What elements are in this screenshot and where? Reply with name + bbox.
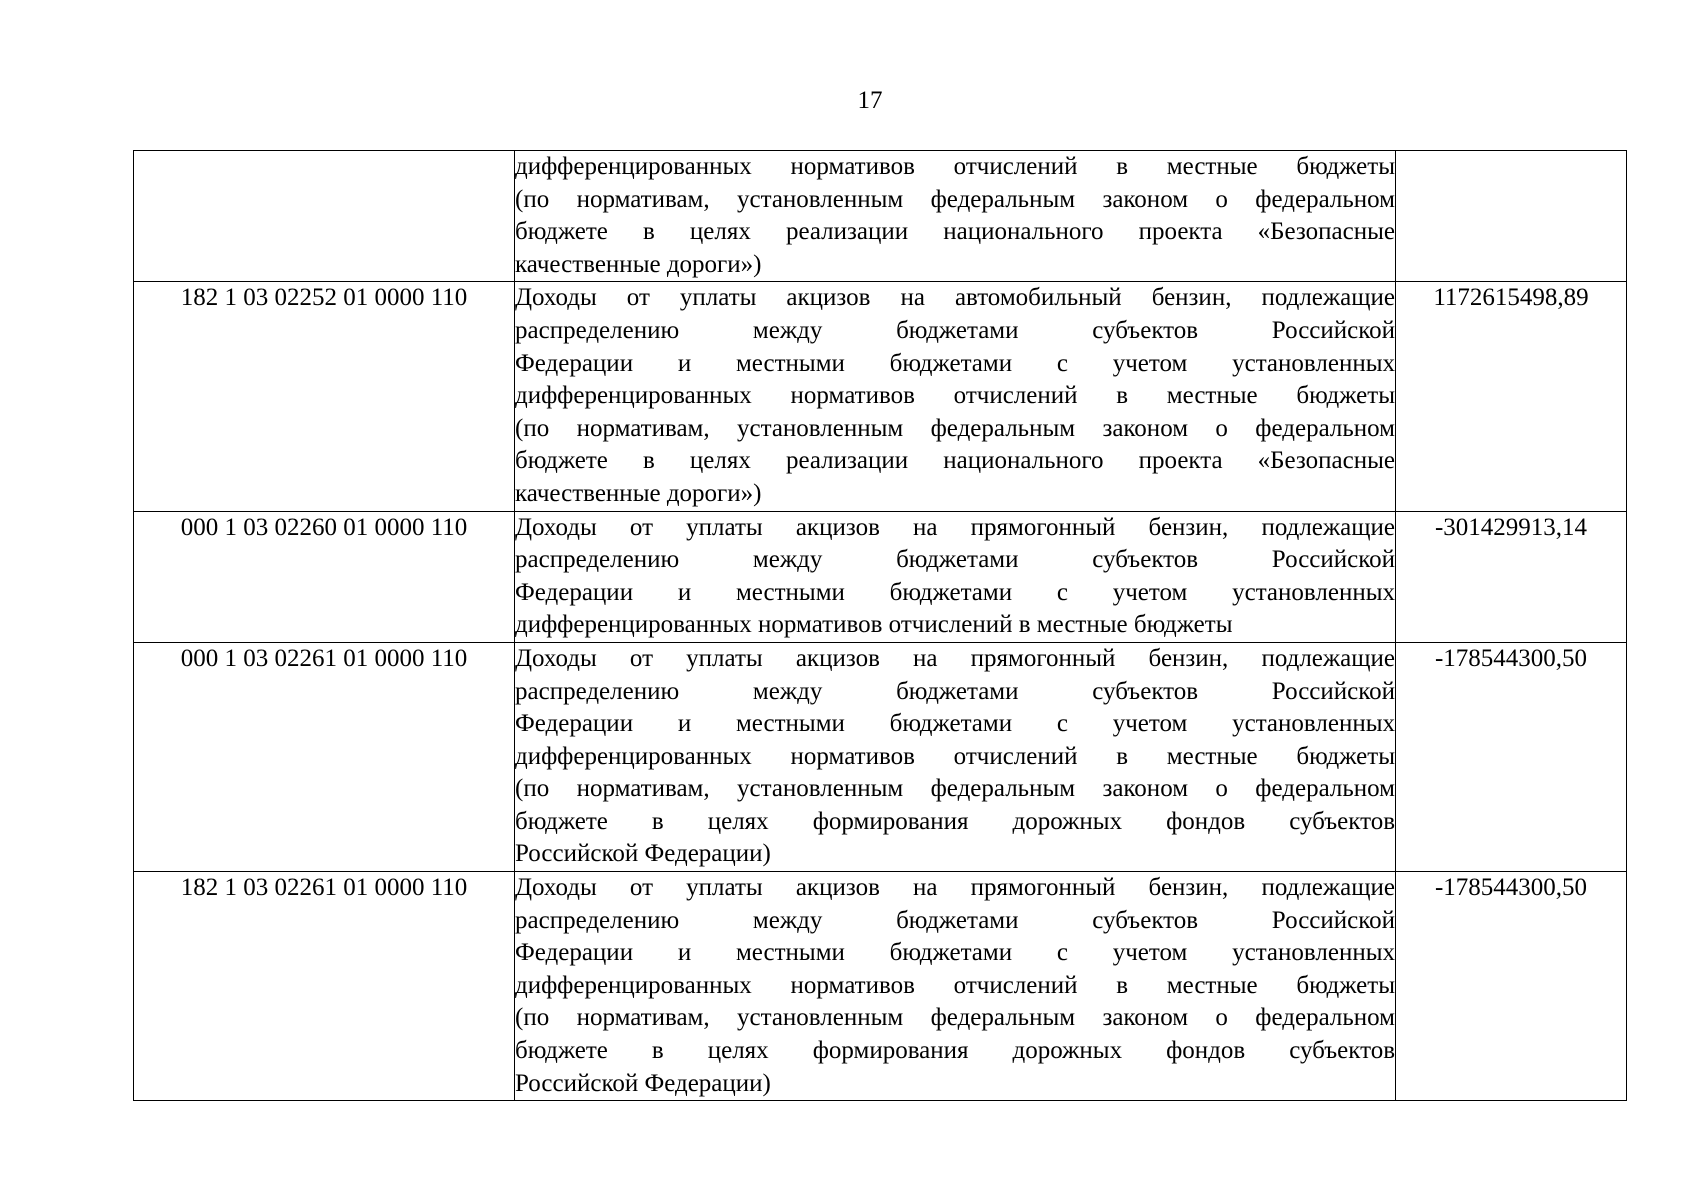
description-line: качественные дороги») bbox=[515, 250, 762, 278]
budget-code-cell: 000 1 03 02260 01 0000 110 bbox=[134, 511, 515, 642]
table-row bbox=[134, 872, 1627, 1101]
description-line: распределению между бюджетами субъектов Российской bbox=[515, 906, 1395, 934]
page-number: 17 bbox=[857, 87, 883, 114]
description-line: Доходы от уплаты акцизов на прямогонный бензин, подлежащие bbox=[515, 644, 1395, 672]
table-row bbox=[134, 511, 1627, 642]
amount-cell bbox=[1396, 151, 1627, 282]
amount-cell: -301429913,14 bbox=[1396, 511, 1627, 642]
description-line: дифференцированных нормативов отчислений в местные бюджеты bbox=[515, 611, 1233, 639]
description-line: Доходы от уплаты акцизов на автомобильный бензин, подлежащие bbox=[515, 284, 1395, 312]
description-line: дифференцированных нормативов отчислений в местные бюджеты bbox=[515, 153, 1395, 180]
budget-code-cell bbox=[134, 151, 515, 282]
description-line: Доходы от уплаты акцизов на прямогонный бензин, подлежащие bbox=[515, 874, 1395, 902]
revenue-description-cell bbox=[515, 151, 1396, 282]
description-line: бюджете в целях формирования дорожных фондов субъектов bbox=[515, 807, 1395, 835]
budget-code-cell: 182 1 03 02252 01 0000 110 bbox=[134, 282, 515, 511]
description-line: дифференцированных нормативов отчислений в местные бюджеты bbox=[515, 971, 1395, 999]
revenue-description-cell bbox=[515, 282, 1396, 511]
table-row bbox=[134, 151, 1627, 282]
revenue-description-cell bbox=[515, 872, 1396, 1101]
description-line: распределению между бюджетами субъектов Российской bbox=[515, 546, 1395, 574]
description-line: Федерации и местными бюджетами с учетом установленных bbox=[515, 939, 1395, 967]
description-line: (по нормативам, установленным федеральным законом о федеральном bbox=[515, 414, 1395, 442]
description-line: бюджете в целях формирования дорожных фондов субъектов bbox=[515, 1037, 1395, 1065]
table-row bbox=[134, 642, 1627, 871]
budget-revenue-table bbox=[133, 150, 1627, 1101]
description-line: бюджете в целях реализации национального проекта «Безопасные bbox=[515, 218, 1395, 246]
description-line: (по нормативам, установленным федеральным законом о федеральном bbox=[515, 185, 1395, 213]
description-line: Доходы от уплаты акцизов на прямогонный бензин, подлежащие bbox=[515, 513, 1395, 541]
description-line: (по нормативам, установленным федеральным законом о федеральном bbox=[515, 1004, 1395, 1032]
table-body bbox=[134, 151, 1627, 1101]
table-row bbox=[134, 282, 1627, 511]
description-line: дифференцированных нормативов отчислений в местные бюджеты bbox=[515, 382, 1395, 410]
description-line: качественные дороги») bbox=[515, 479, 762, 507]
budget-code-cell: 000 1 03 02261 01 0000 110 bbox=[134, 642, 515, 871]
amount-cell: -178544300,50 bbox=[1396, 642, 1627, 871]
description-line: Федерации и местными бюджетами с учетом установленных bbox=[515, 349, 1395, 377]
description-line: распределению между бюджетами субъектов Российской bbox=[515, 316, 1395, 344]
description-line: Российской Федерации) bbox=[515, 1069, 771, 1097]
description-line: дифференцированных нормативов отчислений в местные бюджеты bbox=[515, 742, 1395, 770]
amount-cell: 1172615498,89 bbox=[1396, 282, 1627, 511]
description-line: Федерации и местными бюджетами с учетом установленных bbox=[515, 578, 1395, 606]
description-line: бюджете в целях реализации национального проекта «Безопасные bbox=[515, 447, 1395, 475]
description-line: Федерации и местными бюджетами с учетом установленных bbox=[515, 710, 1395, 738]
budget-code-cell: 182 1 03 02261 01 0000 110 bbox=[134, 872, 515, 1101]
amount-cell: -178544300,50 bbox=[1396, 872, 1627, 1101]
description-line: (по нормативам, установленным федеральным законом о федеральном bbox=[515, 775, 1395, 803]
revenue-description-cell bbox=[515, 642, 1396, 871]
revenue-description-cell bbox=[515, 511, 1396, 642]
description-line: распределению между бюджетами субъектов Российской bbox=[515, 677, 1395, 705]
description-line: Российской Федерации) bbox=[515, 840, 771, 868]
